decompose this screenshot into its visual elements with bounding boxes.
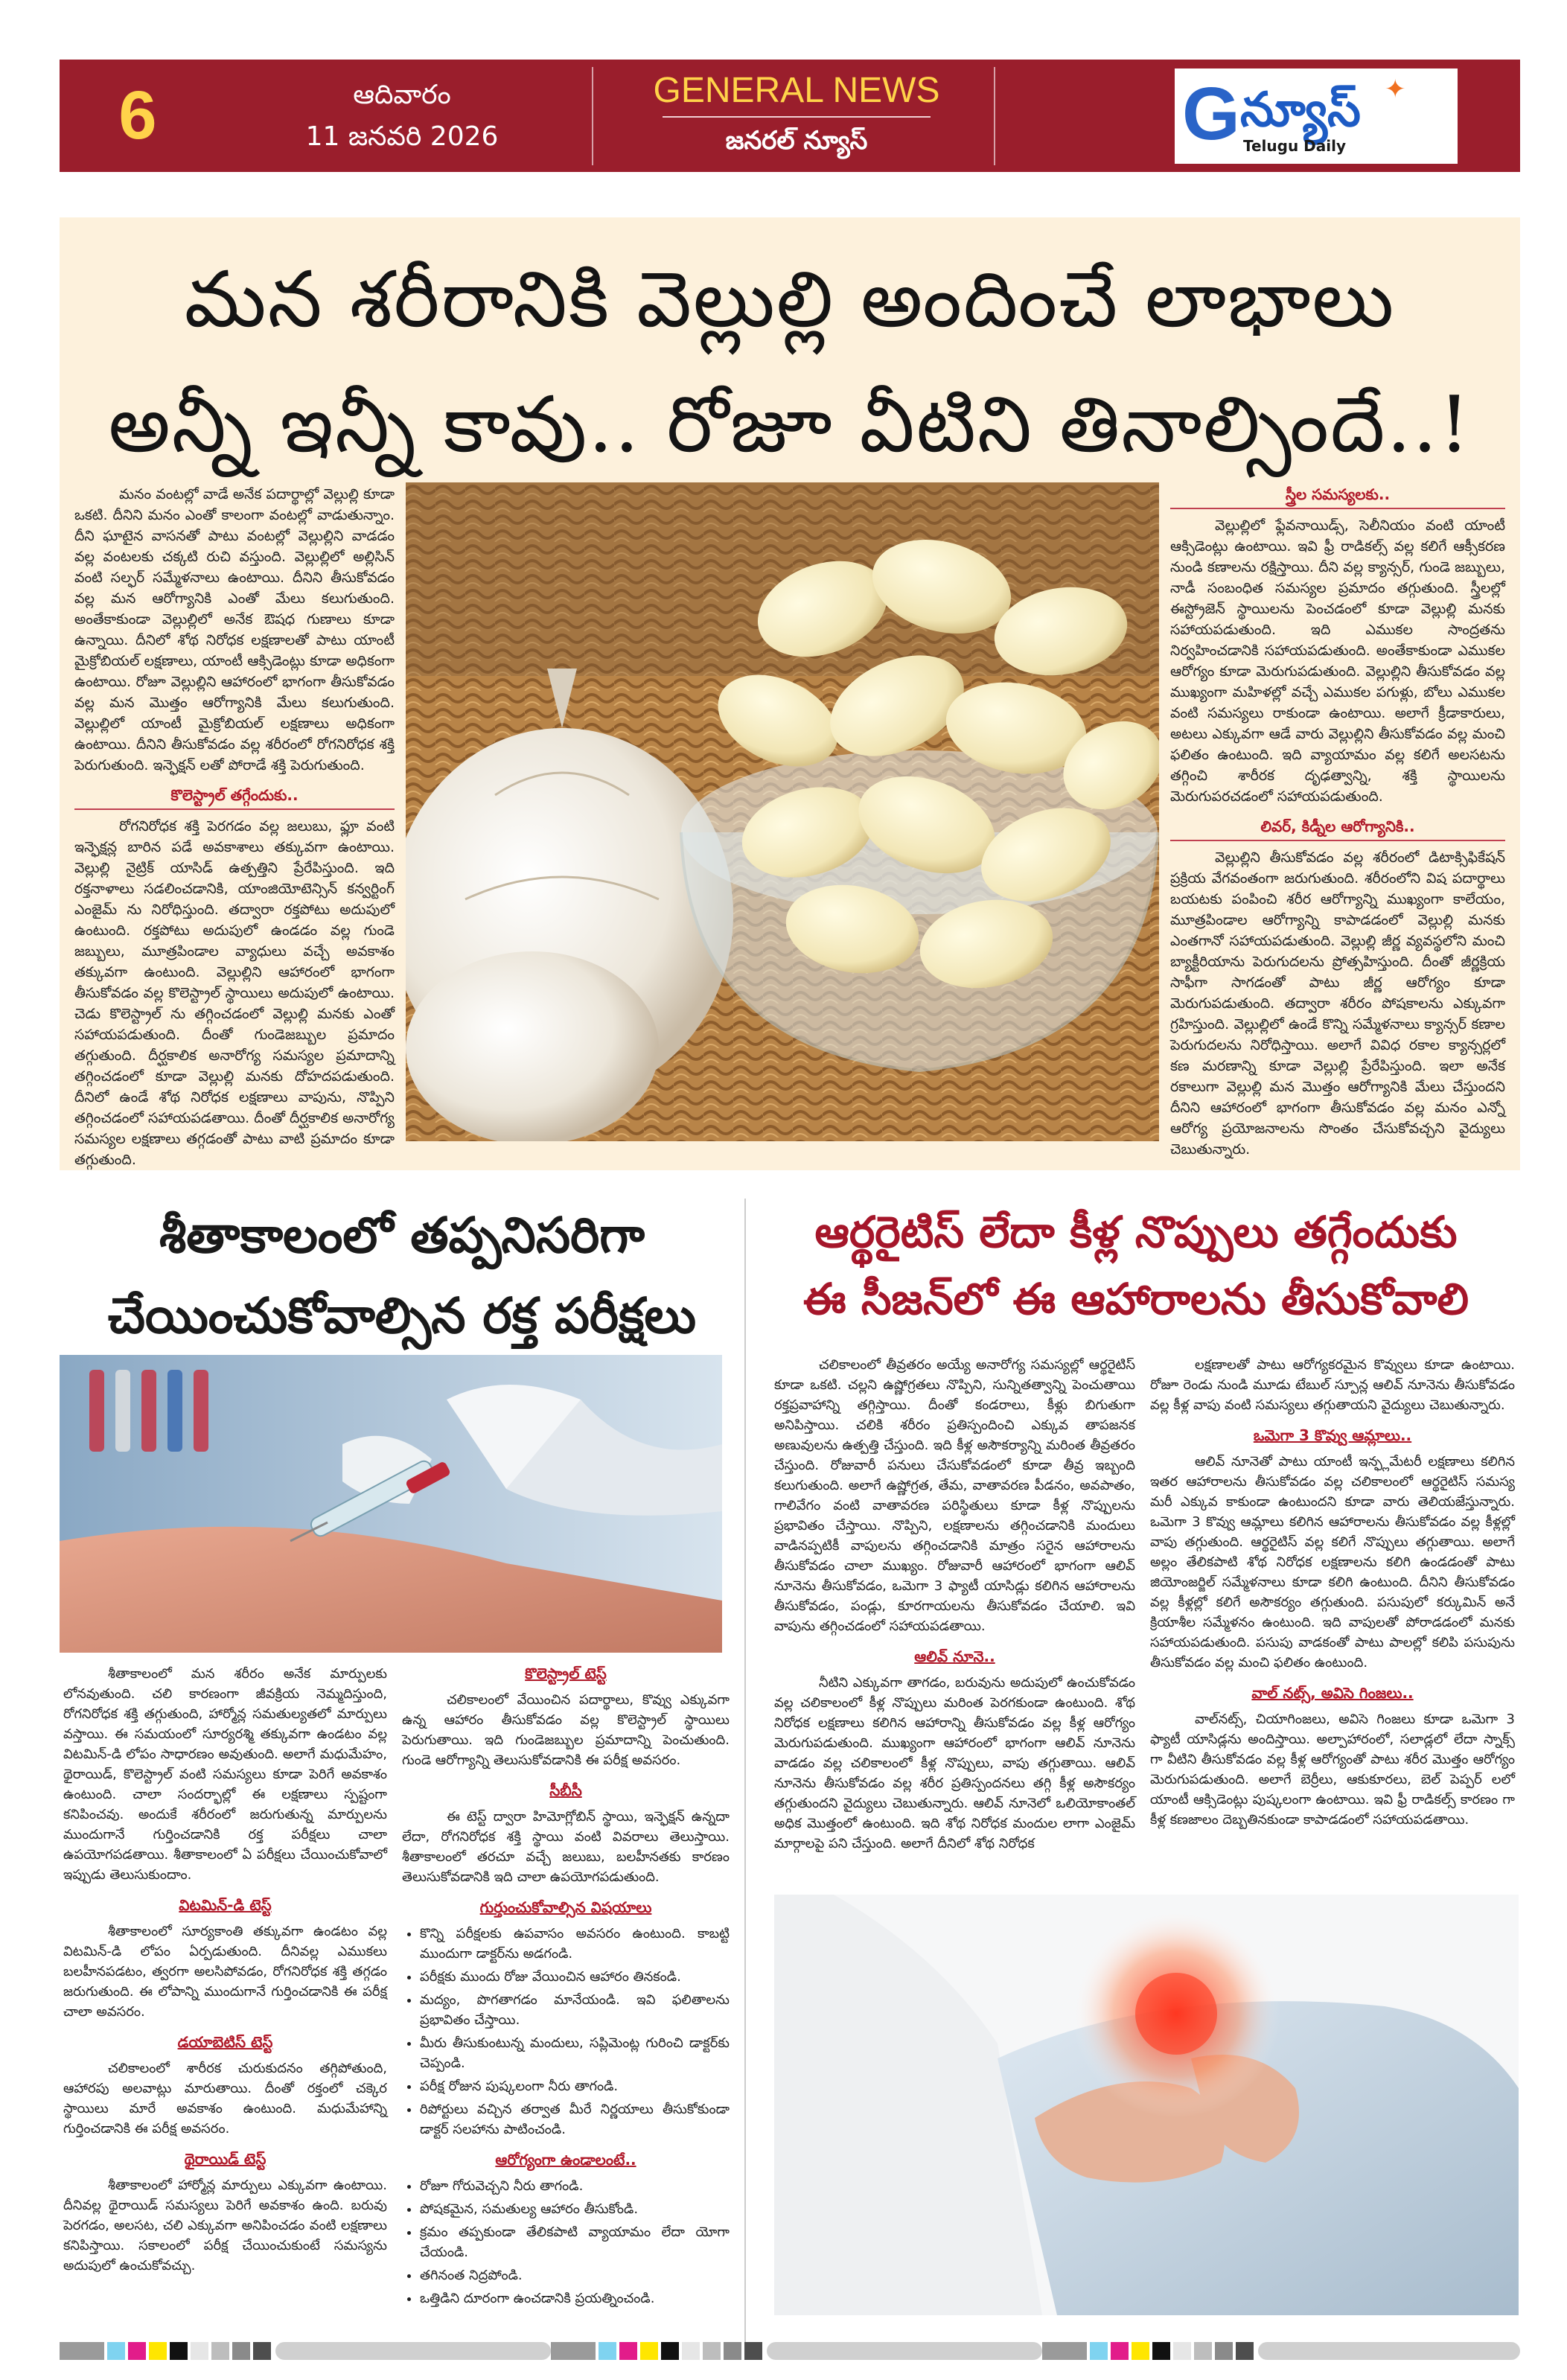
garlic-headline-line2: అన్నీ ఇన్నీ కావు.. రోజూ వీటిని తినాల్సిందే..! <box>108 379 1472 470</box>
registration-strip <box>1042 2342 1520 2360</box>
garlic-left-column <box>74 484 395 1175</box>
blood-paragraph: చలికాలంలో వేయించిన పదార్థాలు, కొవ్వు ఎక్కువగా ఉన్న ఆహారం తీసుకోవడం వల్ల కొలెస్ట్రాల్ స్థాయిలు పెరుగుతాయి. ఇది గుండెజబ్బుల ప్రమాదాన్ని పెంచుతుంది. గుండె ఆరోగ్యాన్ని తెలుసుకోవడానికి ఈ పరీక్ష అవసరం. <box>402 1692 730 1768</box>
garlic-right-column <box>1170 484 1505 1164</box>
list-item: • రిపోర్టులు వచ్చిన తర్వాత మీరే నిర్ణయాలు తీసుకోకుండా డాక్టర్ సలహాను పాటించండి. <box>420 2099 730 2140</box>
arthritis-paragraph: ఆలివ్ నూనెతో పాటు యాంటీ ఇన్ఫ్లమేటరీ లక్షణాలు కలిగిన ఇతర ఆహారాలను తీసుకోవడం వల్ల చలికాలంలో ఆర్థరైటిస్ సమస్య మరీ ఎక్కువ కాకుండా ఉంటుందని కూడా వారు తెలియజేస్తున్నారు. ఒమెగా 3 కొవ్వు ఆమ్లాలు కలిగిన ఆహారాలను తీసుకోవడం వల్ల కీళ్లల్లో వాపు తగ్గుతుంది. ఆర్థరైటిస్ వల్ల కలిగే నొప్పులు తగ్గుతాయి. అలాగే అల్లం తేలికపాటి శోథ నిరోధక లక్షణాలను కలిగి ఉండడంతో పాటు జియోంజర్జిల్ సమ్మేళనాలు కూడా కలిగి ఉంటుంది. దీనిని తీసుకోవడం వల్ల కీళ్లల్లో కలిగే అసౌకర్యం తగ్గుతుంది. పసుపులో కర్కుమిన్ అనే క్రియాశీల సమ్మేళనం ఉంటుంది. ఇది వాపులతో పోరాడడంలో మనకు సహాయపడుతుంది. పసుపు వాడకంతో పాటు పాలల్లో కలిపి పసుపును తీసుకోవడం వల్ల మంచి ఫలితం ఉంటుంది. <box>1150 1454 1515 1671</box>
list-item: • పరీక్షకు ముందు రోజు వేయించిన ఆహారం తినకండి. <box>420 1967 730 1987</box>
issue-date: 11 జనవరి 2026 <box>305 121 499 152</box>
newspaper-logo <box>1175 68 1458 164</box>
logo-tagline: Telugu Daily <box>1243 137 1347 155</box>
blood-subheading-cholesterol: కొలెస్ట్రాల్ టెస్ట్ <box>525 1665 607 1682</box>
blood-paragraph: శీతాకాలంలో హార్మోన్ల మార్పులు ఎక్కువగా ఉంటాయి. దీనివల్ల థైరాయిడ్ సమస్యలు పెరిగే అవకాశం ఉంది. బరువు పెరగడం, అలసట, చలి ఎక్కువగా అనిపించడం వంటి లక్షణాలు కనిపిస్తాయి. సకాలంలో పరీక్ష చేయించుకుంటే సమస్యను అదుపులో ఉంచుకోవచ్చు. <box>63 2178 387 2274</box>
blood-tests-headline <box>60 1196 744 1356</box>
garlic-illustration <box>406 482 1159 1141</box>
blood-tests-column-1 <box>63 1664 387 2280</box>
blood-subheading-vitd: విటమిన్-డి టెస్ట్ <box>179 1896 272 1914</box>
arthritis-headline-line1: ఆర్థరైటిస్ లేదా కీళ్ల నొప్పులు తగ్గేందుకు <box>814 1207 1458 1257</box>
registration-strip <box>551 2342 1042 2360</box>
blood-subheading-diabetes: డయాబెటిస్ టెస్ట్ <box>177 2033 273 2051</box>
blood-subheading-healthy: ఆరోగ్యంగా ఉండాలంటే.. <box>495 2151 636 2169</box>
garlic-paragraph: వెల్లుల్లిని తీసుకోవడం వల్ల శరీరంలో డిటాక్సిఫికేషన్ ప్రక్రియ వేగవంతంగా జరుగుతుంది. శరీరంలోని విష పదార్థాలు బయటకు పంపించి శరీర ఆరోగ్యాన్ని ముఖ్యంగా కాలేయం, మూత్రపిండాల ఆరోగ్యాన్ని కాపాడడంలో వెల్లుల్లి మనకు ఎంతగానో సహాయపడుతుంది. వెల్లుల్లి జీర్ణ వ్యవస్థలోని మంచి బ్యాక్టీరియాను పెరుగుదలను ప్రోత్సహిస్తుంది. దీంతో జీర్ణక్రియ సాఫీగా సాగడంతో పాటు జీర్ణ ఆరోగ్యం కూడా మెరుగుపడుతుంది. తద్వారా శరీరం పోషకాలను ఎక్కువగా గ్రహిస్తుంది. వెల్లుల్లిలో ఉండే కొన్ని సమ్మేళనాలు క్యాన్సర్ కణాల పెరుగుదలను నిరోధిస్తాయి. అలాగే వివిధ రకాల క్యాన్సర్లలో కణ మరణాన్ని కూడా వెల్లుల్లి ప్రేరేపిస్తుంది. ఇలా అనేక రకాలుగా వెల్లుల్లి మన మొత్తం ఆరోగ్యానికి మేలు చేస్తుందని దీనిని ఆహారంలో భాగంగా తీసుకోవడం వల్ల మనం ఎన్నో ఆరోగ్య ప్రయోజనాలను సొంతం చేసుకోవచ్చని వైద్యులు చెబుతున్నారు. <box>1170 849 1505 1158</box>
blood-paragraph: శీతాకాలంలో సూర్యకాంతి తక్కువగా ఉండటం వల్ల విటమిన్-డి లోపం ఏర్పడుతుంది. దీనివల్ల ఎముకలు బలహీనపడటం, త్వరగా అలసిపోవడం, రోగనిరోధక శక్తి తగ్గడం జరుగుతుంది. ఈ లోపాన్ని ముందుగానే గుర్తించడానికి ఈ పరీక్ష చాలా అవసరం. <box>63 1924 387 2020</box>
arthritis-headline-line2: ఈ సీజన్‌లో ఈ ఆహారాలను తీసుకోవాలి <box>803 1274 1469 1324</box>
header-separator <box>994 67 995 165</box>
registration-marks <box>60 2342 551 2360</box>
blood-tests-headline-line1: శీతాకాలంలో తప్పనిసరిగా <box>159 1207 645 1264</box>
arthritis-subheading-walnut: వాల్ నట్స్, అవిసె గింజలు.. <box>1251 1684 1414 1702</box>
arthritis-paragraph: లక్షణాలతో పాటు ఆరోగ్యకరమైన కొవ్వులు కూడా ఉంటాయి. రోజూ రెండు నుండి మూడు టేబుల్ స్పూన్ల ఆలివ్ నూనెను తీసుకోవడం వల్ల కీళ్ల వాపు వంటి సమస్యలు తగ్గుతాయని వైద్యులు చెబుతున్నారు. <box>1150 1357 1515 1413</box>
garlic-paragraph: మనం వంటల్లో వాడే అనేక పదార్థాల్లో వెల్లుల్లి కూడా ఒకటి. దీనిని మనం ఎంతో కాలంగా వంటల్లో వాడుతున్నాం. దీని ఘాటైన వాసనతో పాటు వంటల్లో వెల్లుల్లిని వాడడం వల్ల వంటలకు చక్కటి రుచి వస్తుంది. వెల్లుల్లిలో అల్లిసిన్ వంటి సల్ఫర్ సమ్మేళనాలు ఉంటాయి. దీనిని తీసుకోవడం వల్ల మన ఆరోగ్యానికి ఎంతో మేలు కలుగుతుంది. అంతేకాకుండా వెల్లుల్లిలో అనేక ఔషధ గుణాలు కూడా ఉన్నాయి. దీనిలో శోథ నిరోధక లక్షణాలతో పాటు యాంటీ మైక్రోబియల్ లక్షణాలు, యాంటీ ఆక్సిడెంట్లు కూడా అధికంగా ఉంటాయి. రోజూ వెల్లుల్లిని ఆహారంలో భాగంగా తీసుకోవడం వల్ల మన మొత్తం ఆరోగ్యానికి మేలు కలుగుతుంది. వెల్లుల్లిలో యాంటీ మైక్రోబియల్ లక్షణాలు అధికంగా ఉంటాయి. దీనిని తీసుకోవడం వల్ల శరీరంలో రోగనిరోధక శక్తి పెరుగుతుంది. ఇన్ఫెక్షన్ లతో పోరాడే శక్తి పెరుగుతుంది. <box>74 486 395 773</box>
registration-marks <box>1042 2342 1520 2360</box>
garlic-subheading-women: స్త్రీల సమస్యలకు.. <box>1170 484 1505 509</box>
section-title <box>625 68 968 161</box>
list-item: • క్రమం తప్పకుండా తేలికపాటి వ్యాయామం లేదా యోగా చేయండి. <box>420 2222 730 2262</box>
healthy-list <box>402 2176 730 2309</box>
header-separator <box>592 67 593 165</box>
arthritis-headline <box>752 1199 1520 1333</box>
registration-strip <box>60 2342 551 2360</box>
blood-test-photo <box>60 1355 722 1653</box>
logo-star-icon: ✦ <box>1385 74 1406 104</box>
section-title-en: GENERAL NEWS <box>653 71 940 110</box>
blood-paragraph: చలికాలంలో శారీరక చురుకుదనం తగ్గిపోతుంది, ఆహారపు అలవాట్లు మారుతాయి. దీంతో రక్తంలో చక్కెర స్థాయిలు మారే అవకాశం ఉంటుంది. మధుమేహాన్ని గుర్తించడానికి ఈ పరీక్ష అవసరం. <box>63 2061 387 2137</box>
arthritis-subheading-olive: ఆలివ్ నూనె.. <box>914 1647 995 1665</box>
arthritis-paragraph: నీటిని ఎక్కువగా తాగడం, బరువును అదుపులో ఉంచుకోవడం వల్ల చలికాలంలో కీళ్ల నొప్పులు మరింత పెరగకుండా ఉంటుంది. శోథ నిరోధక లక్షణాలు కలిగిన ఆహారాన్ని తీసుకోవడం వల్ల కీళ్ల ఆరోగ్యం మెరుగుపడుతుంది. ముఖ్యంగా ఆహారంలో భాగంగా ఆలివ్ నూనెను వాడడం వల్ల చలికాలంలో కీళ్ల నొప్పులు, వాపు తగ్గుతాయి. ఆలివ్ నూనెను తీసుకోవడం వల్ల శరీర ప్రతిస్పందనలు తగ్గి కీళ్ల అసౌకర్యం తగ్గుతుందని వైద్యులు చెబుతున్నారు. ఆలివ్ నూనెలో ఒలియోకాంతల్ అధిక మొత్తంలో ఉంటుంది. ఇది శోథ నిరోధక మందుల లాగా ఎంజైమ్ మార్గాలపై పని చేస్తుంది. అలాగే దీనిలో శోథ నిరోధక <box>774 1675 1135 1851</box>
list-item: • రోజూ గోరువెచ్చని నీరు తాగండి. <box>420 2176 730 2196</box>
section-title-rule <box>663 116 931 118</box>
garlic-headline-line1: మన శరీరానికి వెల్లుల్లి అందించే లాభాలు <box>184 254 1396 345</box>
list-item: • ఒత్తిడిని దూరంగా ఉంచడానికి ప్రయత్నించండి. <box>420 2288 730 2309</box>
logo-letter: G <box>1182 72 1240 156</box>
arthritis-column-1 <box>774 1355 1135 1858</box>
garlic-headline <box>60 237 1520 487</box>
arthritis-paragraph: చలికాలంలో తీవ్రతరం అయ్యే అనారోగ్య సమస్యల్లో ఆర్థరైటిస్ కూడా ఒకటి. చల్లని ఉష్ణోగ్రతలు నొప్పిని, సున్నితత్వాన్ని పెంచుతాయి రక్తప్రవాహాన్ని తగ్గిస్తాయి. దీంతో కండరాలు, కీళ్లు బిగుతుగా అనిపిస్తాయి. చలికి శరీరం ప్రతిస్పందించి ఎక్కువ తాపజనక అణువులను ఉత్పత్తి చేస్తుంది. ఇది కీళ్ల అసౌకర్యాన్ని మరింత తీవ్రతరం చేస్తుంది. రోజువారీ పనులు చేసుకోవడంలో కూడా తీవ్ర ఇబ్బంది కలుగుతుంది. అలాగే ఉష్ణోగ్రత, తేమ, వాతావరణ పీడనం, అవపాతం, గాలివేగం వంటి వాతావరణ పరిస్థితులు కూడా కీళ్ల నొప్పులను ప్రభావితం చేస్తాయి. నొప్పిని, లక్షణాలను తగ్గించడానికి మందులు వాడినప్పటికీ వాపులను తగ్గించడానికి మాత్రం సరైన ఆహారాలను తీసుకోవడం చాలా ముఖ్యం. రోజువారీ ఆహారంలో భాగంగా ఆలివ్ నూనెను తీసుకోవడం, ఒమెగా 3 ఫ్యాటీ యాసిడ్లు కలిగిన ఆహారాలను తీసుకోవడం, పండ్లు, కూరగాయలను తీసుకోవడం చేయాలి. ఇవి వాపును తగ్గించడంలో సహాయపడతాయి. <box>774 1357 1135 1634</box>
registration-marks <box>551 2342 1042 2360</box>
arthritis-column-2 <box>1150 1355 1515 1834</box>
knee-pain-photo <box>774 1895 1519 2315</box>
garlic-photo <box>406 482 1159 1141</box>
arthritis-subheading-omega: ఒమెగా 3 కొవ్వు ఆమ్లాలు.. <box>1253 1426 1412 1444</box>
arthritis-paragraph: వాల్‌నట్స్, చియాగింజలు, అవిసె గింజలు కూడా ఒమెగా 3 ఫ్యాటీ యాసిడ్లను అందిస్తాయి. అల్పాహారంలో, సలాడ్లలో లేదా స్నాక్స్ గా వీటిని తీసుకోవడం వల్ల కీళ్ల ఆరోగ్యంతో పాటు శరీర మొత్తం ఆరోగ్యం మెరుగుపడుతుంది. అలాగే బెర్రీలు, ఆకుకూరలు, బెల్ పెప్పర్ లలో యాంటీ ఆక్సిడెంట్లు పుష్కలంగా ఉంటాయి. ఇవి ఫ్రీ రాడికల్స్ కారణం గా కీళ్ల కణజాలం దెబ్బతినకుండా కాపాడడంలో సహాయపడతాయి. <box>1150 1711 1515 1828</box>
garlic-subheading-liver: లివర్, కిడ్నీల ఆరోగ్యానికి.. <box>1170 816 1505 841</box>
page-number: 6 <box>118 77 157 153</box>
list-item: • కొన్ని పరీక్షలకు ఉపవాసం అవసరం ఉంటుంది. కాబట్టి ముందుగా డాక్టర్‌ను అడగండి. <box>420 1924 730 1964</box>
blood-subheading-notes: గుర్తుంచుకోవాల్సిన విషయాలు <box>479 1898 652 1916</box>
blood-tests-headline-line2: చేయించుకోవాల్సిన రక్త పరీక్షలు <box>107 1287 697 1344</box>
issue-day: ఆదివారం <box>353 80 451 110</box>
garlic-subheading-cholesterol: కొలెస్ట్రాల్ తగ్గేందుకు.. <box>74 785 395 810</box>
section-title-te: జనరల్ న్యూస్ <box>725 126 868 156</box>
notes-list <box>402 1924 730 2140</box>
list-item: • మీరు తీసుకుంటున్న మందులు, సప్లిమెంట్ల గురించి డాక్టర్‌కు చెప్పండి. <box>420 2033 730 2073</box>
knee-pain-illustration <box>774 1895 1519 2315</box>
list-item: • పరీక్ష రోజున పుష్కలంగా నీరు తాగండి. <box>420 2076 730 2096</box>
list-item: • పోషకమైన, సమతుల్య ఆహారం తీసుకోండి. <box>420 2199 730 2219</box>
garlic-paragraph: వెల్లుల్లిలో ఫ్లేవనాయిడ్స్, సెలీనియం వంటి యాంటీ ఆక్సిడెంట్లు ఉంటాయి. ఇవి ఫ్రీ రాడికల్స్ వల్ల కలిగే ఆక్సీకరణ నుండి కణాలను రక్షిస్తాయి. దీని వల్ల క్యాన్సర్, గుండె జబ్బులు, నాడీ సంబంధిత సమస్యల ప్రమాదం తగ్గుతుంది. స్త్రీలల్లో ఈస్ట్రోజెన్ స్థాయిలను పెంచడంలో కూడా వెల్లుల్లి మనకు సహాయపడుతుంది. ఇది ఎముకల సాంద్రతను నిర్వహించడానికి సహాయపడుతుంది. అంతేకాకుండా ఎముకల ఆరోగ్యం కూడా మెరుగుపడుతుంది. వెల్లుల్లిని తీసుకోవడం వల్ల ముఖ్యంగా మహిళల్లో వచ్చే ఎముకల పగుళ్లు, బోలు ఎముకల వంటి సమస్యలు రాకుండా ఉంటాయి. అలాగే క్రీడాకారులు, అటలు ఎక్కువగా ఆడే వారు వెల్లుల్లిని తీసుకోవడం వల్ల మంచి ఫలితం ఉంటుంది. ఇది వ్యాయామం వల్ల కలిగే అలసటను తగ్గించి శారీరక దృఢత్వాన్ని, శక్తి స్థాయిలను మెరుగుపరచడంలో సహాయపడుతుంది. <box>1170 517 1505 805</box>
list-item: • మద్యం, పొగతాగడం మానేయండి. ఇవి ఫలితాలను ప్రభావితం చేస్తాయి. <box>420 1990 730 2030</box>
blood-paragraph: శీతాకాలంలో మన శరీరం అనేక మార్పులకు లోనవుతుంది. చలి కారణంగా జీవక్రియ నెమ్మదిస్తుంది, రోగనిరోధక శక్తి తగ్గుతుంది, హార్మోన్ల సమతుల్యతలో మార్పులు వస్తాయి. ఈ సమయంలో సూర్యరశ్మి తక్కువగా ఉండటం వల్ల విటమిన్-డి లోపం సాధారణం అవుతుంది. అలాగే మధుమేహం, థైరాయిడ్, కొలెస్ట్రాల్ వంటి సమస్యలు కూడా పెరిగే అవకాశం ఉంటుంది. చాలా సందర్భాల్లో ఈ లక్షణాలు స్పష్టంగా కనిపించవు. అందుకే శరీరంలో జరుగుతున్న మార్పులను ముందుగానే గుర్తించడానికి రక్త పరీక్షలు చాలా ఉపయోగపడతాయి. శీతాకాలంలో ఏ పరీక్షలు చేయించుకోవాలో ఇప్పుడు తెలుసుకుందాం. <box>63 1666 387 1883</box>
blood-paragraph: ఈ టెస్ట్ ద్వారా హిమోగ్లోబిన్ స్థాయి, ఇన్ఫెక్షన్ ఉన్నదా లేదా, రోగనిరోధక శక్తి స్థాయి వంటి వివరాలు తెలుస్తాయి. శీతాకాలంలో తరచూ వచ్చే జలుబు, బలహీనతకు కారణం తెలుసుకోవడానికి ఇది చాలా ఉపయోగపడుతుంది. <box>402 1809 730 1885</box>
logo-name: న్యూస్ <box>1240 83 1361 138</box>
blood-tests-column-2 <box>402 1664 730 2312</box>
blood-subheading-cbc: సీబీసీ <box>549 1781 582 1799</box>
garlic-paragraph: రోగనిరోధక శక్తి పెరగడం వల్ల జలుబు, ఫ్లూ వంటి ఇన్ఫెక్షన్ల బారిన పడే అవకాశాలు తక్కువగా ఉంటాయి. వెల్లుల్లి నైట్రిక్ యాసిడ్ ఉత్పత్తిని ప్రేరేపిస్తుంది. ఇది రక్తనాళాలు సడలించడానికి, యాంజియోటెన్సిన్ కన్వర్టింగ్ ఎంజైమ్ ను నిరోధిస్తుంది. తద్వారా రక్తపోటు అదుపులో ఉంటుంది. రక్తపోటు అదుపులో ఉండడం వల్ల గుండె జబ్బులు, మూత్రపిండాల వ్యాధులు వచ్చే అవకాశం తక్కువగా ఉంటుంది. వెల్లుల్లిని ఆహారంలో భాగంగా తీసుకోవడం వల్ల కొలెస్ట్రాల్ స్థాయిలు అదుపులో ఉంటాయి. చెడు కొలెస్ట్రాల్ ను తగ్గించడంలో వెల్లుల్లి మనకు ఎంతో సహాయపడుతుంది. దీంతో గుండెజబ్బుల ప్రమాదం తగ్గుతుంది. దీర్ఘకాలిక అనారోగ్య సమస్యల ప్రమాదాన్ని తగ్గించడంలో కూడా వెల్లుల్లి మనకు దోహదపడుతుంది. దీనిలో ఉండే శోథ నిరోధక లక్షణాలు వాపును, నొప్పిని తగ్గించడంలో సహాయపడతాయి. దీంతో దీర్ఘకాలిక అనారోగ్య సమస్యల లక్షణాలు తగ్గడంతో పాటు వాటి ప్రమాదం కూడా తగ్గుతుంది. <box>74 818 395 1168</box>
blood-draw-illustration <box>60 1355 722 1653</box>
list-item: • తగినంత నిద్రపోండి. <box>420 2265 730 2285</box>
blood-subheading-thyroid: థైరాయిడ్ టెస్ట్ <box>184 2150 267 2168</box>
column-divider <box>744 1199 746 2345</box>
issue-date-block <box>246 74 558 158</box>
